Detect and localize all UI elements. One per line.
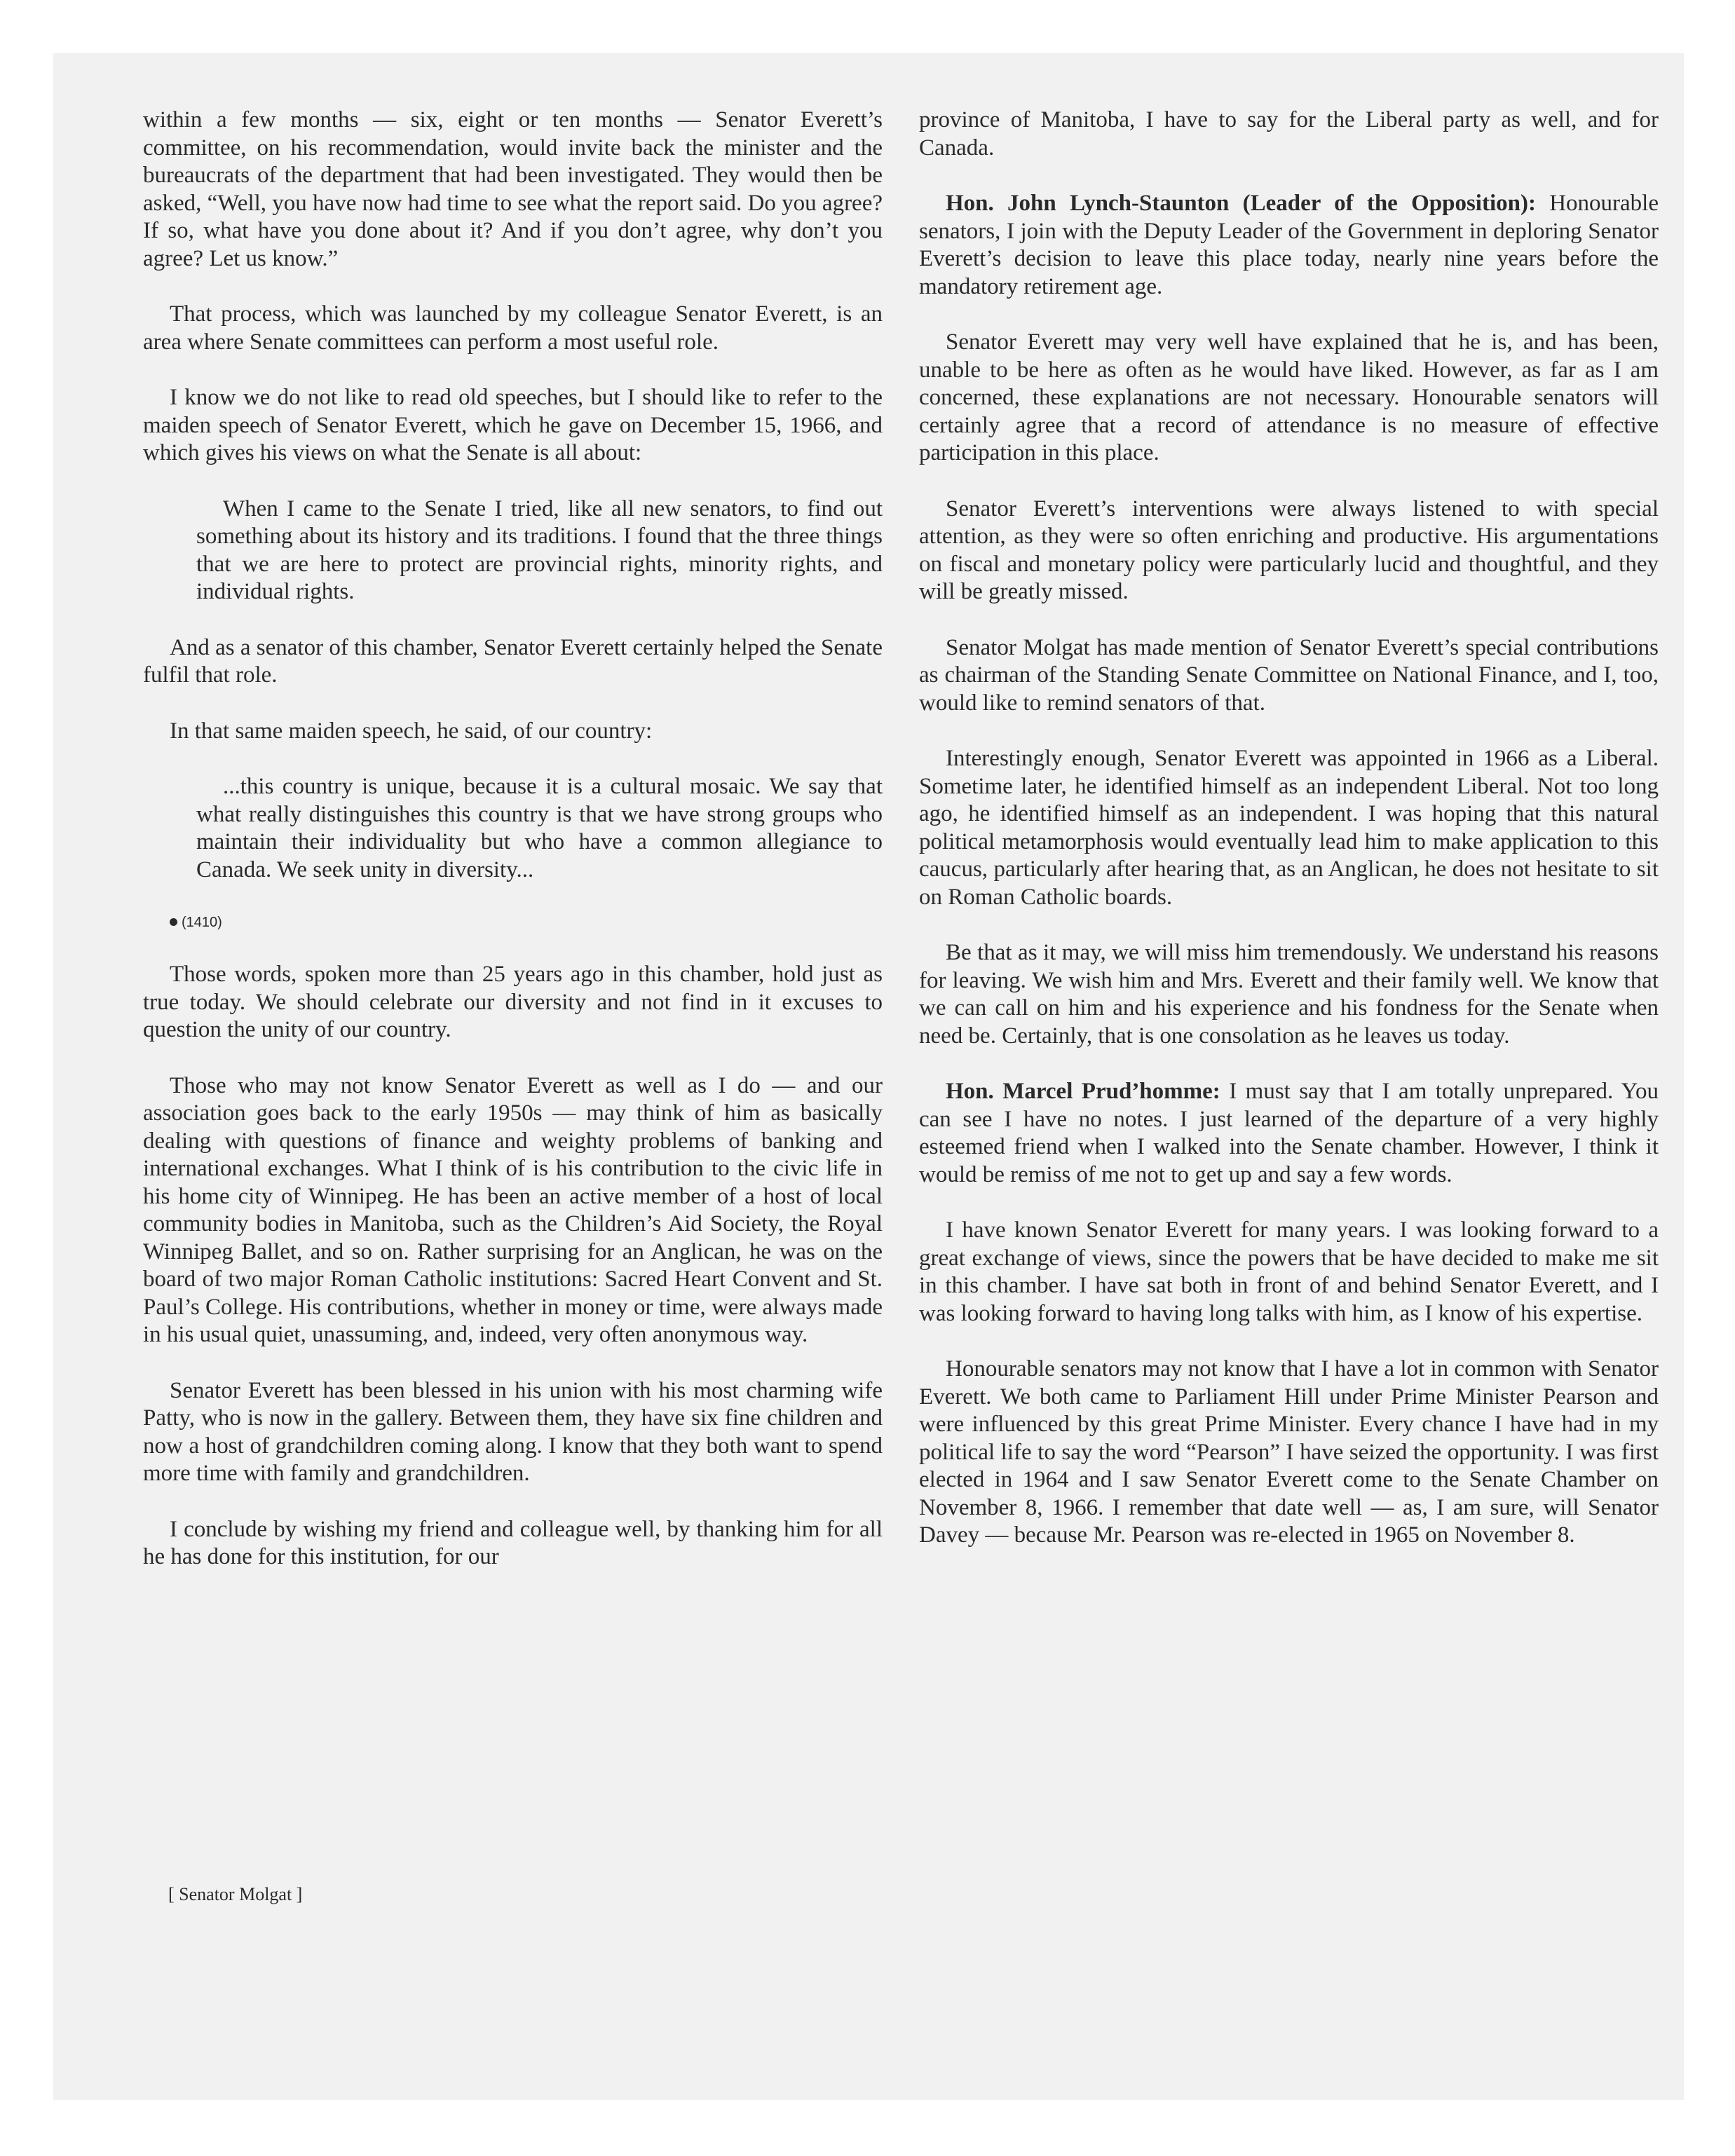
paragraph: Senator Molgat has made mention of Senator Everett’s special contributions as chairman of the Standing Senate Committee on National Finance, and I, too, would like to remind senators of that. — [919, 634, 1659, 716]
document-page — [53, 53, 1684, 2100]
speaker-name: Hon. Marcel Prud’homme: — [946, 1079, 1220, 1104]
paragraph: Interestingly enough, Senator Everett was appointed in 1966 as a Liberal. Sometime later, he identified himself as an independent Liberal. Not too long ago, he identified himself as an independent. I was hoping that this natural political metamorphosis would eventually lead him to make application to this caucus, particularly after hearing that, as an Anglican, he does not hesitate to sit on Roman Catholic boards. — [919, 746, 1659, 910]
paragraph: That process, which was launched by my colleague Senator Everett, is an area where Senate committees can perform a most useful role. — [143, 301, 883, 355]
speaker-name: Hon. John Lynch-Staunton (Leader of the Opposition): — [946, 191, 1536, 216]
paragraph — [919, 1078, 1659, 1189]
block-quote: When I came to the Senate I tried, like all new senators, to find out something about its history and its traditions. I found that the three things that we are here to protect are provincial rights, minority rights, and individual rights. — [196, 496, 883, 604]
paragraph: province of Manitoba, I have to say for the Liberal party as well, and for Canada. — [919, 107, 1659, 161]
bullet-icon — [170, 918, 177, 926]
paragraph: Those who may not know Senator Everett as well as I do — and our association goes back to the early 1950s — may think of him as basically dealing with questions of finance and weighty problems of banking and international exchanges. What I think of is his contribution to the civic life in his home city of Winnipeg. He has been an active member of a host of local community bodies in Manitoba, such as the Children’s Aid Society, the Royal Winnipeg Ballet, and so on. Rather surprising for an Anglican, he was on the board of two major Roman Catholic institutions: Sacred Heart Convent and St. Paul’s College. His contributions, whether in money or time, were always made in his usual quiet, unassuming, and, indeed, very often anonymous way. — [143, 1072, 883, 1347]
speech-text: I must say that I am totally unprepared. You can see I have no notes. I just learned of the departure of a very highly esteemed friend when I walked into the Senate chamber. However, I think it would be remiss of me not to get up and say a few words. — [919, 1079, 1659, 1187]
paragraph: Be that as it may, we will miss him tremendously. We understand his reasons for leaving. We wish him and Mrs. Everett and their family well. We know that we can call on him and his experience and his fondness for the Senate when need be. Certainly, that is one consolation as he leaves us today. — [919, 940, 1659, 1049]
paragraph: Senator Everett’s interventions were always listened to with special attention, as they were so often enriching and productive. His argumentations on fiscal and monetary policy were particularly lucid and thoughtful, and they will be greatly missed. — [919, 496, 1659, 604]
paragraph: Senator Everett may very well have explained that he is, and has been, unable to be here as often as he would have liked. However, as far as I am concerned, these explanations are not necessary. Honourable senators will certainly agree that a record of attendance is no measure of effective participation in this place. — [919, 329, 1659, 465]
paragraph: I know we do not like to read old speeches, but I should like to refer to the maiden speech of Senator Everett, which he gave on December 15, 1966, and which gives his views on what the Senate is all about: — [143, 385, 883, 465]
paragraph — [919, 190, 1659, 301]
right-column — [919, 107, 1659, 1578]
time-marker — [170, 912, 883, 933]
page-footer: [ Senator Molgat ] — [168, 1884, 303, 1904]
paragraph: Senator Everett has been blessed in his union with his most charming wife Patty, who is now in the gallery. Between them, they have six fine children and now a host of grandchildren coming along. I know that they both want to spend more time with family and grandchildren. — [143, 1377, 883, 1486]
paragraph: And as a senator of this chamber, Senator Everett certainly helped the Senate fulfil that role. — [143, 634, 883, 688]
paragraph: I have known Senator Everett for many years. I was looking forward to a great exchange of views, since the powers that be have decided to make me sit in this chamber. I have sat both in front of and behind Senator Everett, and I was looking forward to having long talks with him, as I know of his expertise. — [919, 1217, 1659, 1326]
paragraph: I conclude by wishing my friend and colleague well, by thanking him for all he has done for this institution, for our — [143, 1516, 883, 1569]
speech-text: Honourable senators, I join with the Deputy Leader of the Government in deploring Senator Everett’s decision to leave this place today, nearly nine years before the mandatory retirement age. — [919, 191, 1659, 299]
paragraph: Honourable senators may not know that I have a lot in common with Senator Everett. We both came to Parliament Hill under Prime Minister Pearson and were influenced by this great Prime Minister. Every chance I have had in my political life to say the word “Pearson” I have seized the opportunity. I was first elected in 1964 and I saw Senator Everett come to the Senate Chamber on November 8, 1966. I remember that date well — as, I am sure, will Senator Davey — because Mr. Pearson was re-elected in 1965 on November 8. — [919, 1356, 1659, 1548]
block-quote: ...this country is unique, because it is a cultural mosaic. We say that what really distinguishes this country is that we have strong groups who maintain their individuality but who have a common allegiance to Canada. We seek unity in diversity... — [196, 774, 883, 882]
time-marker-label: (1410) — [182, 915, 222, 930]
paragraph: within a few months — six, eight or ten months — Senator Everett’s committee, on his recommendation, would invite back the minister and the bureaucrats of the department that had been investigated. They would then be asked, “Well, you have now had time to see what the report said. Do you agree? If so, what have you done about it? And if you don’t agree, why don’t you agree? Let us know.” — [143, 107, 883, 271]
left-column — [143, 107, 883, 1599]
paragraph: In that same maiden speech, he said, of our country: — [170, 718, 653, 744]
paragraph: Those words, spoken more than 25 years ago in this chamber, hold just as true today. We should celebrate our diversity and not find in it excuses to question the unity of our country. — [143, 962, 883, 1042]
